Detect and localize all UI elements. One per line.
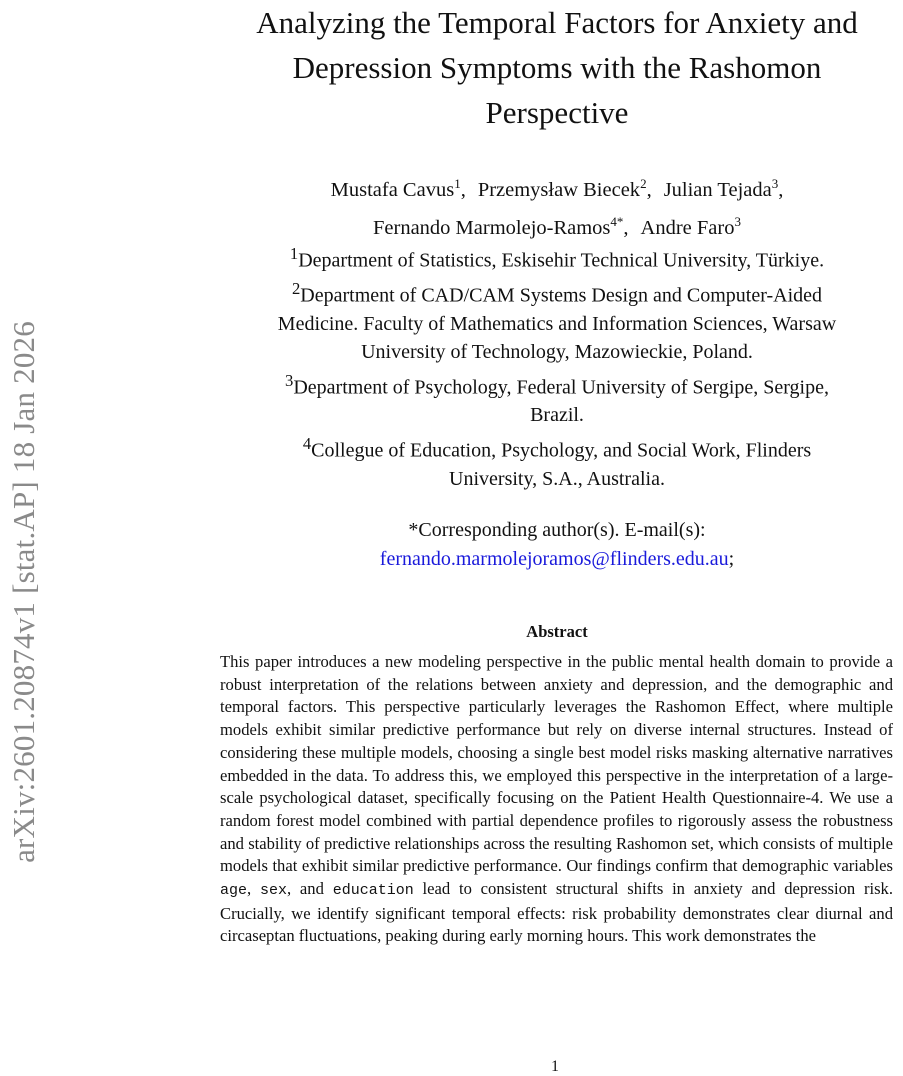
- correspondence: *Corresponding author(s). E-mail(s): fernando.marmolejoramos@flinders.edu.au;: [207, 516, 903, 574]
- variable-age: age: [220, 882, 248, 900]
- title-line: Perspective: [485, 95, 629, 130]
- arxiv-sidebar: [4, 225, 44, 960]
- affiliation-4: $^4$Collegue of Education, Psychology, and Social Work, Flinders University, S.A., Australia.: [302, 433, 812, 490]
- correspondence-label: *Corresponding author(s). E-mail(s):: [408, 519, 706, 541]
- affiliation-1: $^1$Department of Statistics, Eskisehir Technical University, Türkiye.: [289, 244, 825, 272]
- author: Fernando Marmolejo-Ramos$^{4*}$: [373, 213, 624, 239]
- author-list: Mustafa Cavus$^1$, Przemysław Biecek$^2$, Julian Tejada$^3$, Fernando Marmolejo-Ramos$^{4*}$, Andre Faro$^3$: [330, 176, 784, 239]
- author: Julian Tejada$^3$: [663, 176, 779, 201]
- title-line: Depression Symptoms with the Rashomon: [292, 50, 822, 85]
- page-number: 1: [551, 1058, 559, 1075]
- arxiv-identifier: arXiv:2601.20874v1 [stat.AP] 18 Jan 2026: [6, 321, 41, 863]
- title-line: Analyzing the Temporal Factors for Anxiety and: [256, 5, 858, 40]
- affiliation-2: $^2$Department of CAD/CAM Systems Design and Computer-Aided Medicine. Faculty of Mathematics and Information Sciences, Warsaw University of Technology, Mazowieckie, Poland.: [277, 278, 837, 364]
- abstract-body: This paper introduces a new modeling perspective in the public mental health domain to provide a robust interpretation of the relations between anxiety and depression, and the demographic and temporal factors. This perspective particularly leverages the Rashomon Effect, where multiple models exhibit similar predictive performance but rely on diverse internal structures. Instead of considering these multiple models, choosing a single best model risks masking alternative narratives embedded in the data. To address this, we employed this perspective in the interpretation of a large-scale psychological dataset, specifically focusing on the Patient Health Questionnaire-4. We use a random forest model combined with partial dependence profiles to rigorously assess the robustness and stability of predictive relationships across the resulting Rashomon set, which consists of multiple models that exhibit similar predictive performance. Our findings confirm that demographic variables age, sex, and education lead to consistent structural shifts in anxiety and depression risk. Crucially, we identify significant temporal effects: risk probability demonstrates clear diurnal and circaseptan fluctuations, peaking during early morning hours. This work demonstrates the: [220, 652, 894, 946]
- paper-title: [207, 0, 903, 135]
- author: Andre Faro$^3$: [640, 213, 741, 239]
- author: Przemysław Biecek$^2$: [477, 176, 647, 201]
- affiliation-3: $^3$Department of Psychology, Federal University of Sergipe, Sergipe, Brazil.: [285, 370, 829, 427]
- abstract-heading: Abstract: [526, 622, 588, 641]
- variable-sex: sex: [259, 882, 287, 900]
- author: Mustafa Cavus$^1$: [330, 176, 461, 201]
- email-link[interactable]: fernando.marmolejoramos@flinders.edu.au: [379, 548, 729, 570]
- affiliations: [207, 240, 903, 493]
- variable-education: education: [332, 882, 414, 900]
